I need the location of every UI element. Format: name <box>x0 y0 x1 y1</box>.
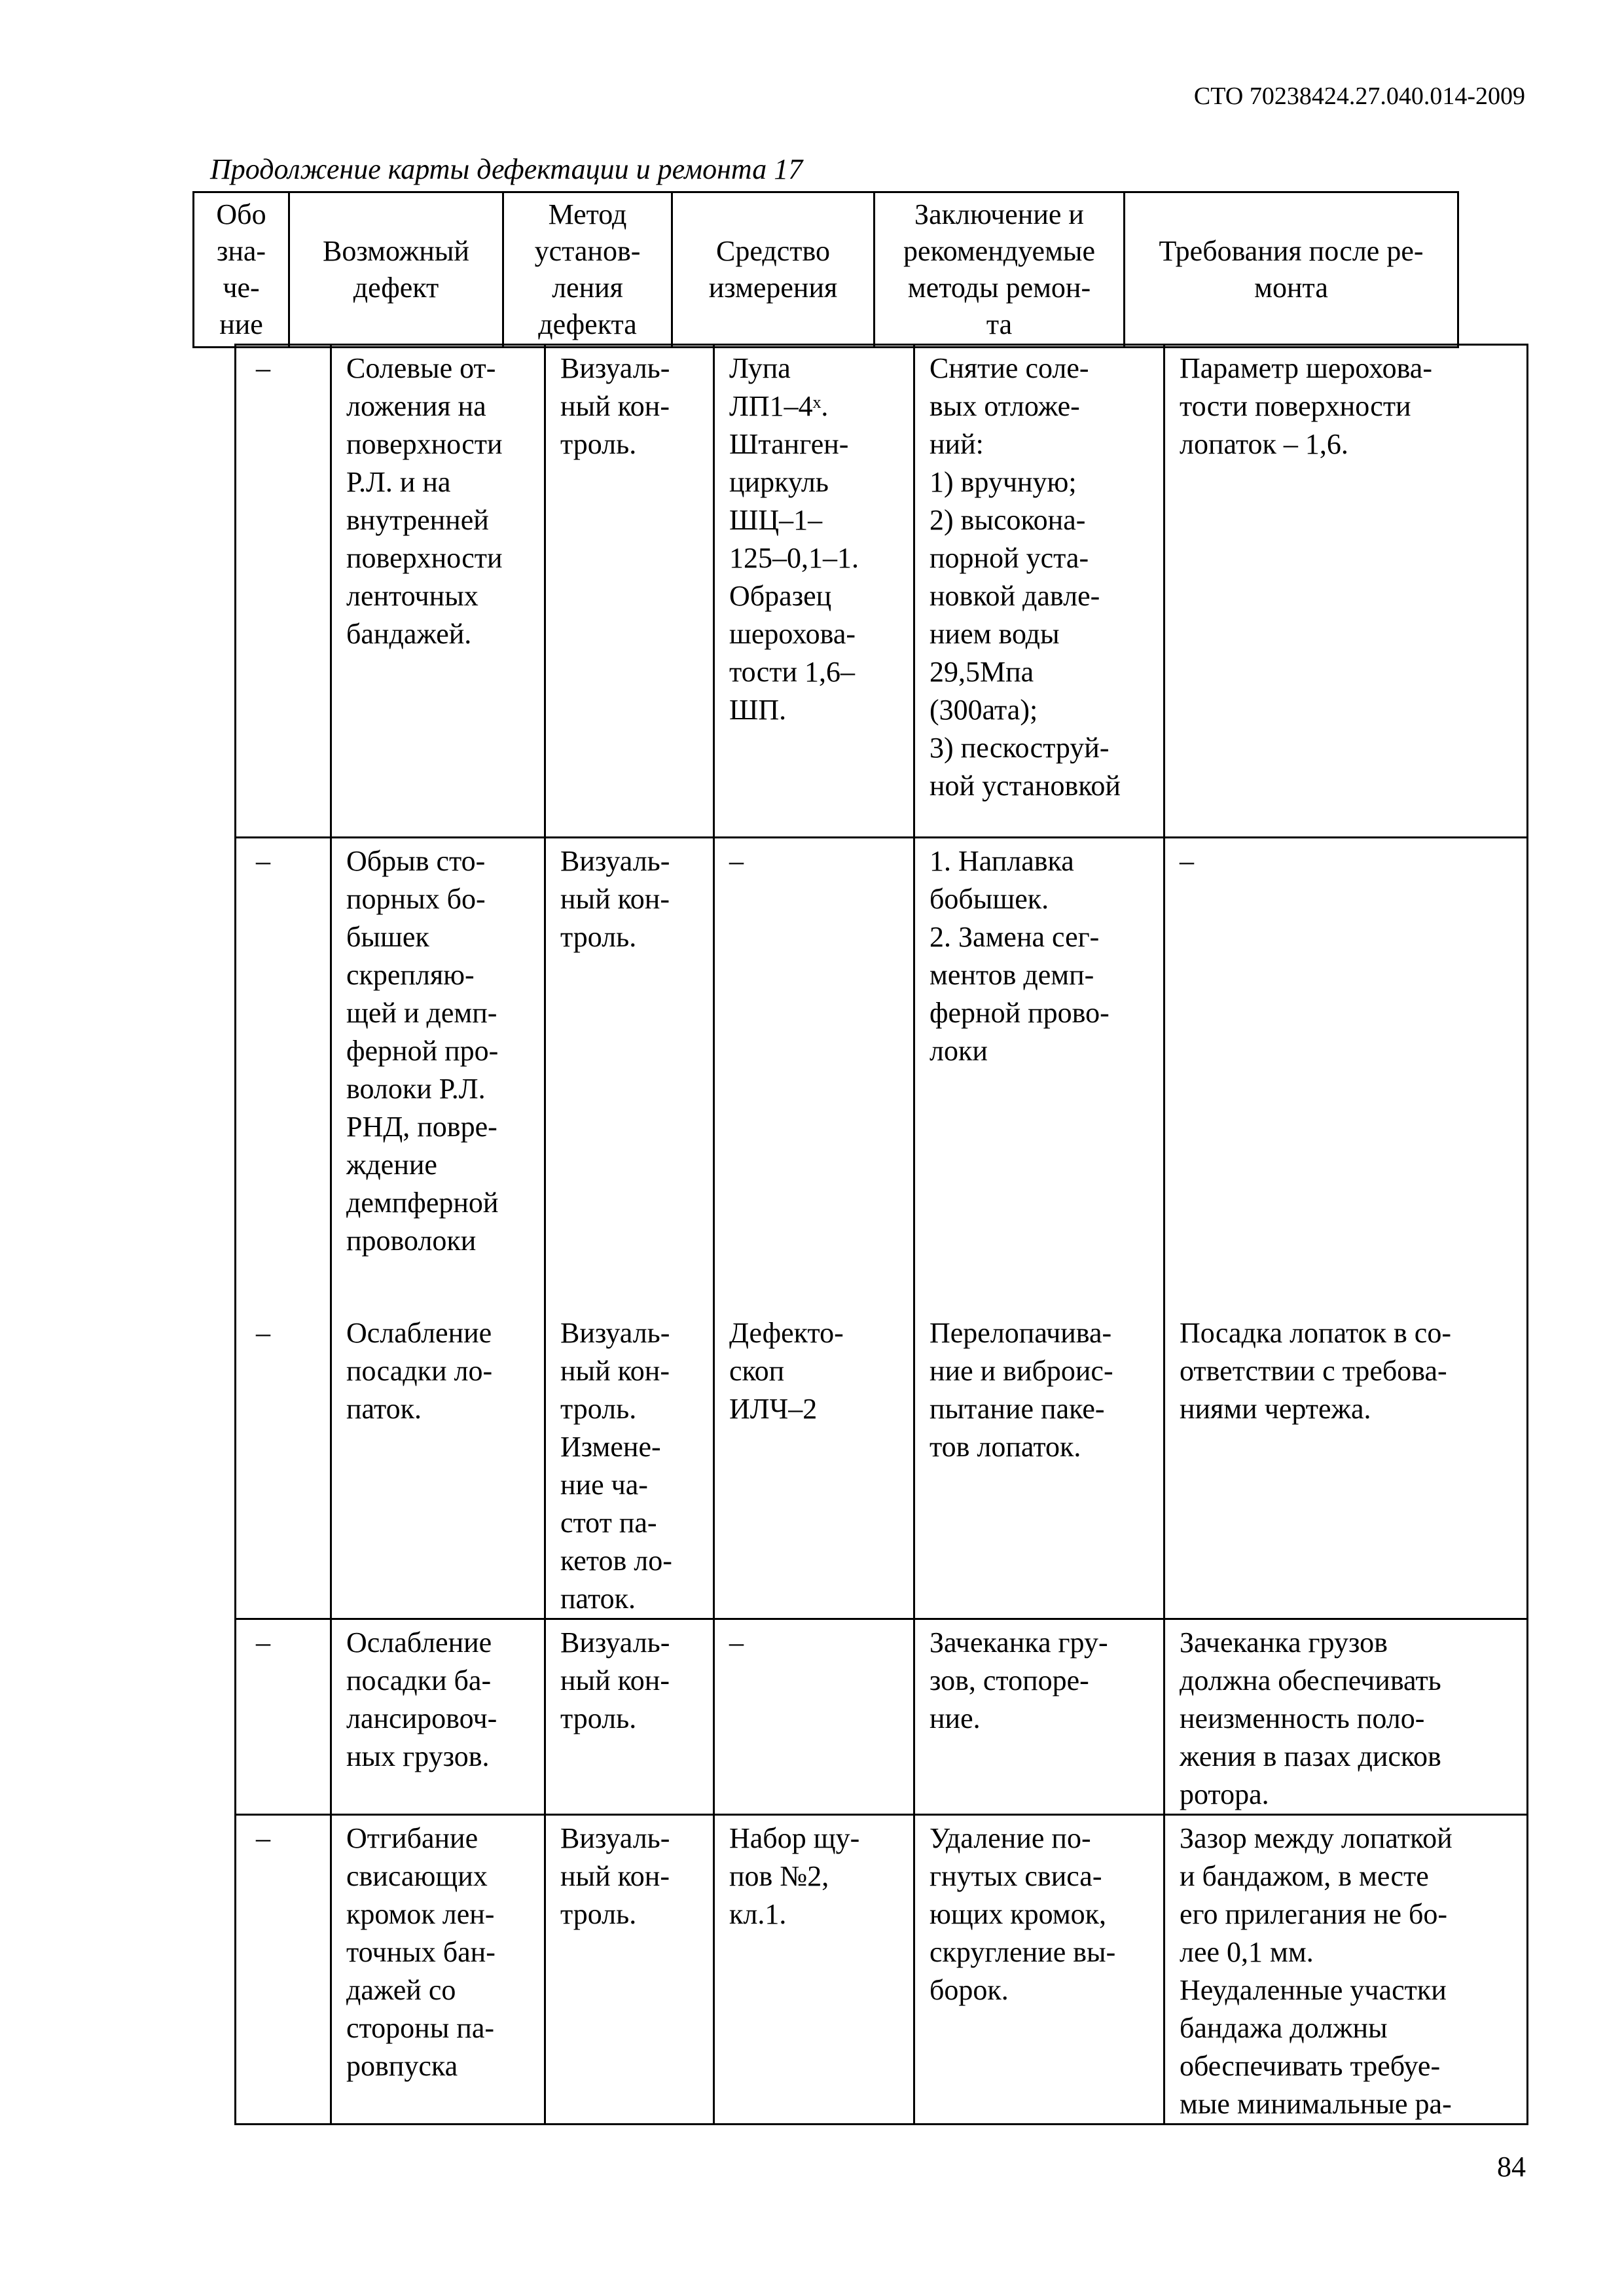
text-line: ющих кромок, <box>929 1897 1107 1930</box>
text-line: рекомендуемые <box>903 235 1096 267</box>
text-line: Р.Л. и на <box>346 466 451 498</box>
text-line: Требования после ре- <box>1159 235 1424 267</box>
text-line: бандажа должны <box>1180 2011 1388 2044</box>
text-line: Обрыв сто- <box>346 845 486 877</box>
text-line: ферной про- <box>346 1035 499 1067</box>
table-row <box>236 838 1528 1310</box>
text-line: ние. <box>929 1702 981 1734</box>
text-line: ние и виброис- <box>929 1354 1113 1387</box>
defect-table <box>234 344 1528 2125</box>
text-line: Удаление по- <box>929 1821 1091 1854</box>
text-line: поверхности <box>346 542 503 574</box>
cell-repair <box>914 838 1164 1310</box>
text-line: Солевые от- <box>346 352 496 384</box>
text-line: порных бо- <box>346 883 486 915</box>
text-line: Визуаль- <box>560 352 670 384</box>
text-line: ответствии с требова- <box>1180 1354 1447 1387</box>
text-line: измерения <box>708 272 838 304</box>
text-line: локи <box>929 1035 988 1067</box>
cell-instrument <box>714 1619 914 1814</box>
text-line: ложения на <box>346 390 486 422</box>
text-line: ний: <box>929 428 984 460</box>
text-line: дефект <box>353 272 439 304</box>
text-line: свисающих <box>346 1859 488 1892</box>
cell-designation: – <box>236 1814 331 2124</box>
cell-requirements <box>1164 838 1528 1310</box>
table-row <box>236 1310 1528 1619</box>
text-line: 2) высокона- <box>929 504 1086 536</box>
text-line: бобышек. <box>929 883 1049 915</box>
text-line: Зазор между лопаткой <box>1180 1821 1453 1854</box>
text-line: Средство <box>716 235 830 267</box>
cell-designation: – <box>236 838 331 1310</box>
text-line: – <box>1180 845 1194 877</box>
text-line: РНД, повре- <box>346 1111 497 1143</box>
document-code: СТО 70238424.27.040.014-2009 <box>1193 82 1525 110</box>
cell-designation: – <box>236 1310 331 1619</box>
text-line: щей и демп- <box>346 997 497 1029</box>
text-line: и бандажом, в месте <box>1180 1859 1429 1892</box>
text-line: ный кон- <box>560 390 670 422</box>
text-line: ный кон- <box>560 1354 670 1387</box>
text-line: волоки Р.Л. <box>346 1073 486 1105</box>
cell-requirements <box>1164 1619 1528 1814</box>
text-line: 1) вручную; <box>929 466 1077 498</box>
text-line: тости 1,6– <box>729 656 856 688</box>
text-line: лее 0,1 мм. <box>1180 1935 1314 1968</box>
cell-instrument <box>714 1814 914 2124</box>
text-line: Образец <box>729 580 832 612</box>
text-line: проволоки <box>346 1225 477 1257</box>
text-line: монта <box>1254 272 1328 304</box>
text-line: паток. <box>346 1392 422 1425</box>
text-line: Отгибание <box>346 1821 478 1854</box>
text-line: поверхности <box>346 428 503 460</box>
text-line: Возможный <box>323 235 469 267</box>
text-line: Набор щу- <box>729 1821 860 1854</box>
text-line: гнутых свиса- <box>929 1859 1102 1892</box>
text-line: ждение <box>346 1149 437 1181</box>
text-line: неизменность поло- <box>1180 1702 1425 1734</box>
text-line: – <box>729 1626 744 1659</box>
text-line: ние <box>219 308 263 340</box>
cell-method <box>545 1310 714 1619</box>
text-line: Неудаленные участки <box>1180 1973 1447 2006</box>
text-line: борок. <box>929 1973 1009 2006</box>
text-line: бышек <box>346 921 429 953</box>
text-line: зна- <box>216 235 266 267</box>
text-line: его прилегания не бо- <box>1180 1897 1448 1930</box>
text-line: Измене- <box>560 1430 661 1463</box>
header-defect <box>289 192 503 348</box>
cell-repair <box>914 1310 1164 1619</box>
text-line: Снятие соле- <box>929 352 1089 384</box>
text-line: паток. <box>560 1582 636 1615</box>
text-line: Зачеканка грузов <box>1180 1626 1388 1659</box>
text-line: Параметр шерохова- <box>1180 352 1432 384</box>
cell-designation: – <box>236 1619 331 1814</box>
cell-method <box>545 345 714 838</box>
continuation-title: Продолжение карты дефектации и ремонта 17 <box>210 153 803 185</box>
text-line: ротора. <box>1180 1778 1269 1810</box>
cell-requirements <box>1164 345 1528 838</box>
page-number: 84 <box>1497 2151 1526 2183</box>
text-line: обеспечивать требуе- <box>1180 2049 1441 2082</box>
table-row <box>236 345 1528 838</box>
text-line: ШЦ–1– <box>729 504 823 536</box>
text-line: ленточных <box>346 580 478 612</box>
text-line: троль. <box>560 428 637 460</box>
text-line: жения в пазах дисков <box>1180 1740 1441 1772</box>
text-line: ных грузов. <box>346 1740 490 1772</box>
text-line: бандажей. <box>346 618 472 650</box>
table-row <box>236 1619 1528 1814</box>
text-line: Штанген- <box>729 428 849 460</box>
text-line: троль. <box>560 1897 637 1930</box>
text-line: Посадка лопаток в со- <box>1180 1316 1451 1349</box>
text-line: методы ремон- <box>907 272 1091 304</box>
cell-requirements <box>1164 1814 1528 2124</box>
text-line: циркуль <box>729 466 829 498</box>
text-line: ИЛЧ–2 <box>729 1392 818 1425</box>
text-line: ментов демп- <box>929 959 1094 991</box>
cell-defect <box>331 1814 545 2124</box>
text-line: ный кон- <box>560 1859 670 1892</box>
cell-method <box>545 1619 714 1814</box>
cell-repair <box>914 1814 1164 2124</box>
text-line: установ- <box>534 235 641 267</box>
text-line: пов №2, <box>729 1859 829 1892</box>
table-row <box>236 1814 1528 2124</box>
text-line: ферной прово- <box>929 997 1110 1029</box>
text-line: Метод <box>548 198 627 230</box>
text-line: Зачеканка гру- <box>929 1626 1108 1659</box>
text-line: – <box>729 845 744 877</box>
text-line: дажей со <box>346 1973 456 2006</box>
header-requirements <box>1125 192 1458 348</box>
text-line: скоп <box>729 1354 785 1387</box>
text-line: кромок лен- <box>346 1897 495 1930</box>
text-line: Обо <box>216 198 266 230</box>
text-line: ШП. <box>729 694 787 726</box>
text-line: стороны па- <box>346 2011 495 2044</box>
cell-repair <box>914 1619 1164 1814</box>
text-line: нием воды <box>929 618 1060 650</box>
text-line: 125–0,1–1. <box>729 542 859 574</box>
header-method <box>503 192 672 348</box>
text-line: демпферной <box>346 1187 499 1219</box>
text-line: кетов ло- <box>560 1544 672 1577</box>
text-line: та <box>986 308 1013 340</box>
text-line: Ослабление <box>346 1626 492 1659</box>
text-line: Визуаль- <box>560 1626 670 1659</box>
text-line: тов лопаток. <box>929 1430 1081 1463</box>
cell-instrument <box>714 1310 914 1619</box>
text-line: внутренней <box>346 504 489 536</box>
text-line: 29,5Мпа <box>929 656 1034 688</box>
text-line: стот па- <box>560 1506 657 1539</box>
cell-designation: – <box>236 345 331 838</box>
text-line: кл.1. <box>729 1897 787 1930</box>
text-line: Визуаль- <box>560 1821 670 1854</box>
text-line: Перелопачива- <box>929 1316 1112 1349</box>
text-line: пытание паке- <box>929 1392 1105 1425</box>
cell-defect <box>331 838 545 1310</box>
text-line: скругление вы- <box>929 1935 1116 1968</box>
text-line: дефекта <box>538 308 637 340</box>
text-line: посадки ло- <box>346 1354 493 1387</box>
cell-repair <box>914 345 1164 838</box>
text-line: че- <box>223 272 260 304</box>
text-line: должна обеспечивать <box>1180 1664 1441 1696</box>
text-line: тости поверхности <box>1180 390 1411 422</box>
text-line: Ослабление <box>346 1316 492 1349</box>
text-line: 1. Наплавка <box>929 845 1074 877</box>
cell-requirements <box>1164 1310 1528 1619</box>
text-line: Заключение и <box>914 198 1084 230</box>
cell-instrument <box>714 345 914 838</box>
text-line: скрепляю- <box>346 959 475 991</box>
text-line: Визуаль- <box>560 1316 670 1349</box>
cell-defect <box>331 345 545 838</box>
text-line: Визуаль- <box>560 845 670 877</box>
text-line: Дефекто- <box>729 1316 844 1349</box>
text-line: зов, стопоре- <box>929 1664 1089 1696</box>
text-line: новкой давле- <box>929 580 1100 612</box>
text-line: 3) пескоструй- <box>929 732 1110 764</box>
text-line: ной установкой <box>929 770 1121 802</box>
text-line: Лупа <box>729 352 791 384</box>
text-line: ления <box>552 272 623 304</box>
text-line: порной уста- <box>929 542 1089 574</box>
text-line: троль. <box>560 921 637 953</box>
cell-method <box>545 1814 714 2124</box>
table-header <box>192 191 1459 348</box>
text-line: ЛП1–4ˣ. <box>729 390 829 422</box>
text-line: шерохова- <box>729 618 856 650</box>
text-line: ный кон- <box>560 1664 670 1696</box>
cell-defect <box>331 1310 545 1619</box>
text-line: 2. Замена сег- <box>929 921 1100 953</box>
header-repair <box>875 192 1125 348</box>
text-line: ный кон- <box>560 883 670 915</box>
text-line: посадки ба- <box>346 1664 492 1696</box>
text-line: вых отложе- <box>929 390 1080 422</box>
text-line: лопаток – 1,6. <box>1180 428 1348 460</box>
text-line: лансировоч- <box>346 1702 497 1734</box>
text-line: ровпуска <box>346 2049 458 2082</box>
header-instrument <box>672 192 875 348</box>
text-line: точных бан- <box>346 1935 496 1968</box>
text-line: ниями чертежа. <box>1180 1392 1371 1425</box>
text-line: троль. <box>560 1392 637 1425</box>
text-line: ние ча- <box>560 1468 648 1501</box>
cell-defect <box>331 1619 545 1814</box>
text-line: мые минимальные ра- <box>1180 2087 1452 2120</box>
cell-method <box>545 838 714 1310</box>
header-designation <box>194 192 289 348</box>
text-line: троль. <box>560 1702 637 1734</box>
cell-instrument <box>714 838 914 1310</box>
text-line: (300ата); <box>929 694 1038 726</box>
